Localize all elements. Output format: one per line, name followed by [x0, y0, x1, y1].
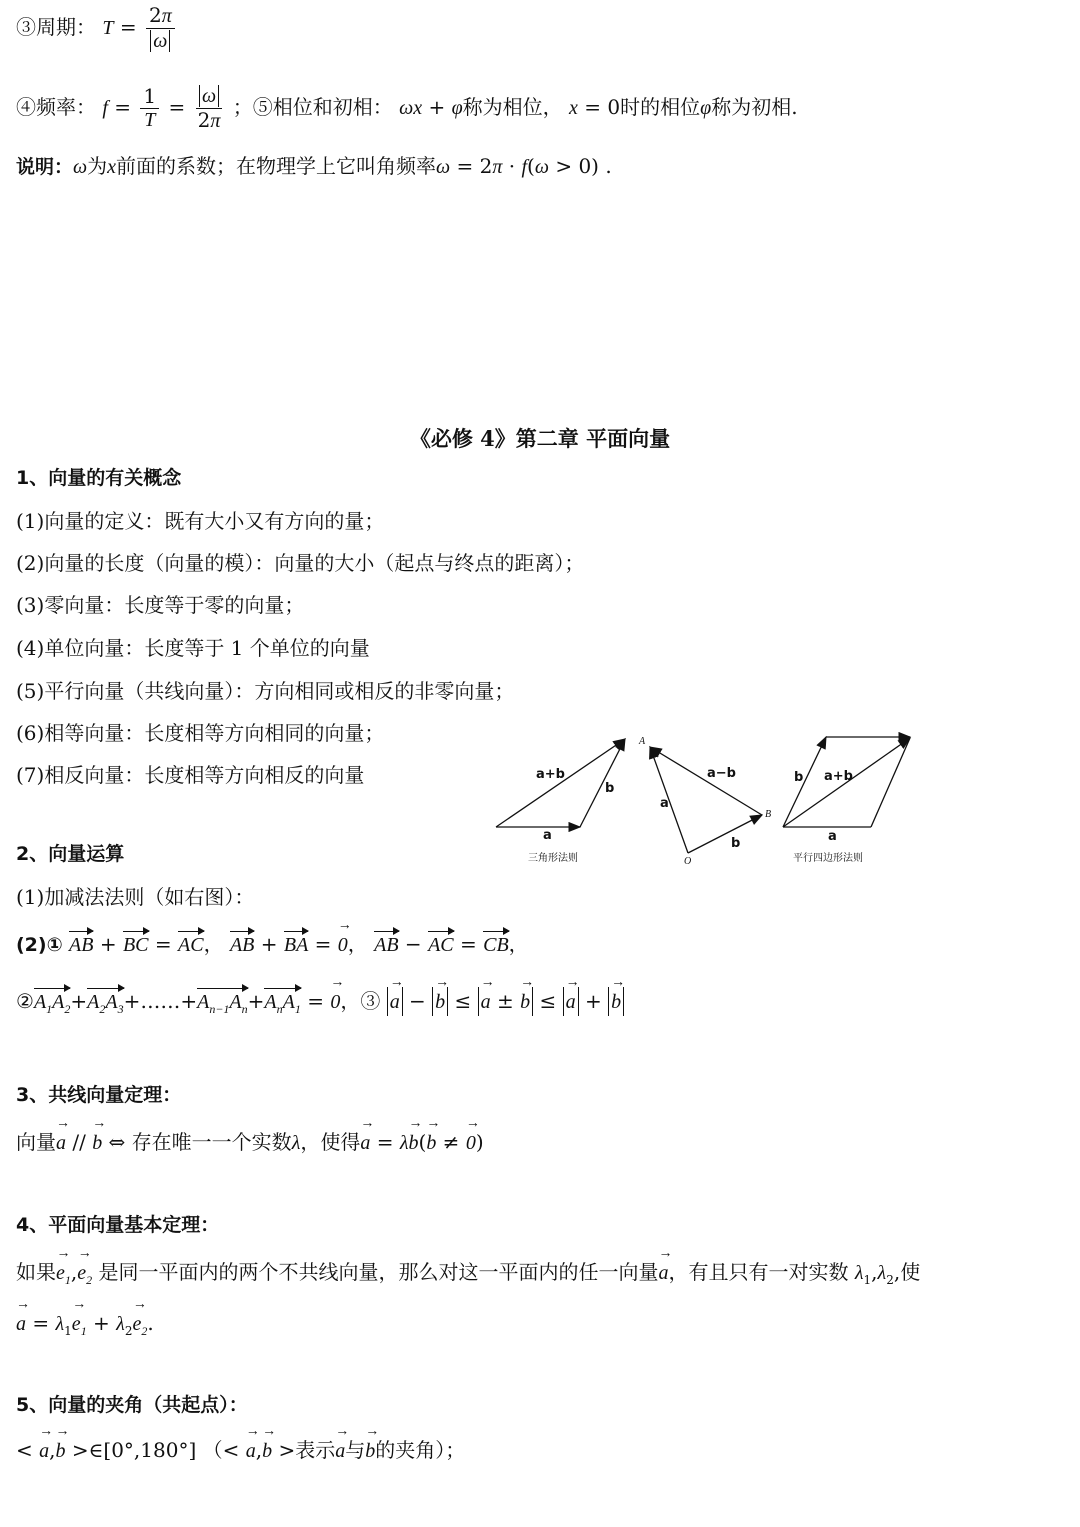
label-a3: a: [828, 829, 837, 844]
point-O: O: [684, 856, 692, 867]
angle-range-line: < → a,→ b >∈[0°,180°] （< → a,→ b >表示→ a与→ b的夹角）；: [16, 1438, 465, 1463]
addition-rule-line: (1)加减法法则（如右图）：: [16, 885, 255, 909]
label-b2: b: [731, 836, 741, 851]
period-label: ③周期：: [16, 15, 96, 39]
concept-item-7: (7)相反向量：长度相等方向相反的向量: [16, 763, 365, 787]
parallelogram-caption: 平行四边形法则: [793, 853, 863, 864]
concept-item-2: (2)向量的长度（向量的模）：向量的大小（起点与终点的距离）；: [16, 551, 585, 575]
triangle-vector-b: [580, 739, 625, 827]
section-2-heading: 2、向量运算: [16, 843, 125, 865]
frequency-line: ④频率： f = $\frac{1}{T}$ = $\frac{\omega}{2\pi}$ ；⑤相位和初相： ωx + φ称为相位， x = 0时的相位φ称为初相.: [16, 84, 798, 132]
section-5-heading: 5、向量的夹角（共起点）：: [16, 1394, 248, 1416]
label-b3: b: [794, 770, 804, 785]
parallelogram-vector-b: [783, 737, 826, 827]
label-diff: a−b: [707, 766, 736, 781]
point-A: A: [639, 736, 646, 747]
point-B: B: [765, 809, 772, 820]
subtract-vector-b: [688, 815, 762, 853]
note-line: 说明：ω为x前面的系数；在物理学上它叫角频率ω = 2π · f(ω > 0) .: [16, 154, 612, 178]
period-line: ③周期： T = $\frac{2\pi}{\omega}$: [16, 4, 178, 53]
concept-item-4: (4)单位向量：长度等于 1 个单位的向量: [16, 636, 370, 660]
label-b: b: [605, 781, 615, 796]
triangle-caption: 三角形法则: [528, 853, 578, 864]
phase-text: ；⑤相位和初相：: [232, 95, 393, 119]
collinear-theorem-line: 向量→ a // → b ⇔ 存在唯一一个实数λ，使得→ a = λ→ b(→ b ≠ → 0): [16, 1130, 484, 1155]
label-a2: a: [660, 796, 669, 811]
basis-theorem-line-2: → $a = \lambda_1\to e_1 + \lambda_2\to e_2$.: [16, 1311, 154, 1338]
section-4-heading: 4、平面向量基本定理：: [16, 1214, 220, 1236]
vector-rules-figure: [488, 726, 928, 871]
concept-item-1: (1)向量的定义：既有大小又有方向的量；: [16, 509, 385, 533]
basis-theorem-line-1: 如果→ $e_1,\to e_2$ 是同一平面内的两个不共线向量，那么对这一平面内的任一向量→ a，有且只有一对实数 $\lambda_1,\lambda_2$,使: [16, 1260, 920, 1287]
concept-item-6: (6)相等向量：长度相等方向相同的向量；: [16, 721, 385, 745]
note-label: 说明：: [16, 156, 74, 178]
label-sum: a+b: [536, 767, 565, 782]
concept-item-5: (5)平行向量（共线向量）：方向相同或相反的非零向量；: [16, 679, 515, 703]
section-1-heading: 1、向量的有关概念: [16, 467, 182, 489]
label-sum2: a+b: [824, 769, 853, 784]
frequency-label: ④频率：: [16, 95, 96, 119]
concept-item-3: (3)零向量：长度等于零的向量；: [16, 593, 305, 617]
period-fraction: $\frac{2\pi}{\omega}$: [146, 4, 175, 53]
subtract-vector-a: [650, 747, 688, 853]
chapter-title: 《必修 4》第二章 平面向量: [409, 426, 671, 451]
vector-chain-line: $②A_1A_2+A_2A_3+\dots\dots+A_{n-1}A_n+A_nA_1$ = → 0，③ → a − → b ≤ → a ± → b ≤ → a + → b: [16, 987, 624, 1016]
section-3-heading: 3、共线向量定理：: [16, 1084, 182, 1106]
vector-identities-line: (2)① AB + BC = AC， AB + BA = → 0， AB − AC = CB，: [16, 931, 529, 957]
label-a: a: [543, 828, 552, 843]
